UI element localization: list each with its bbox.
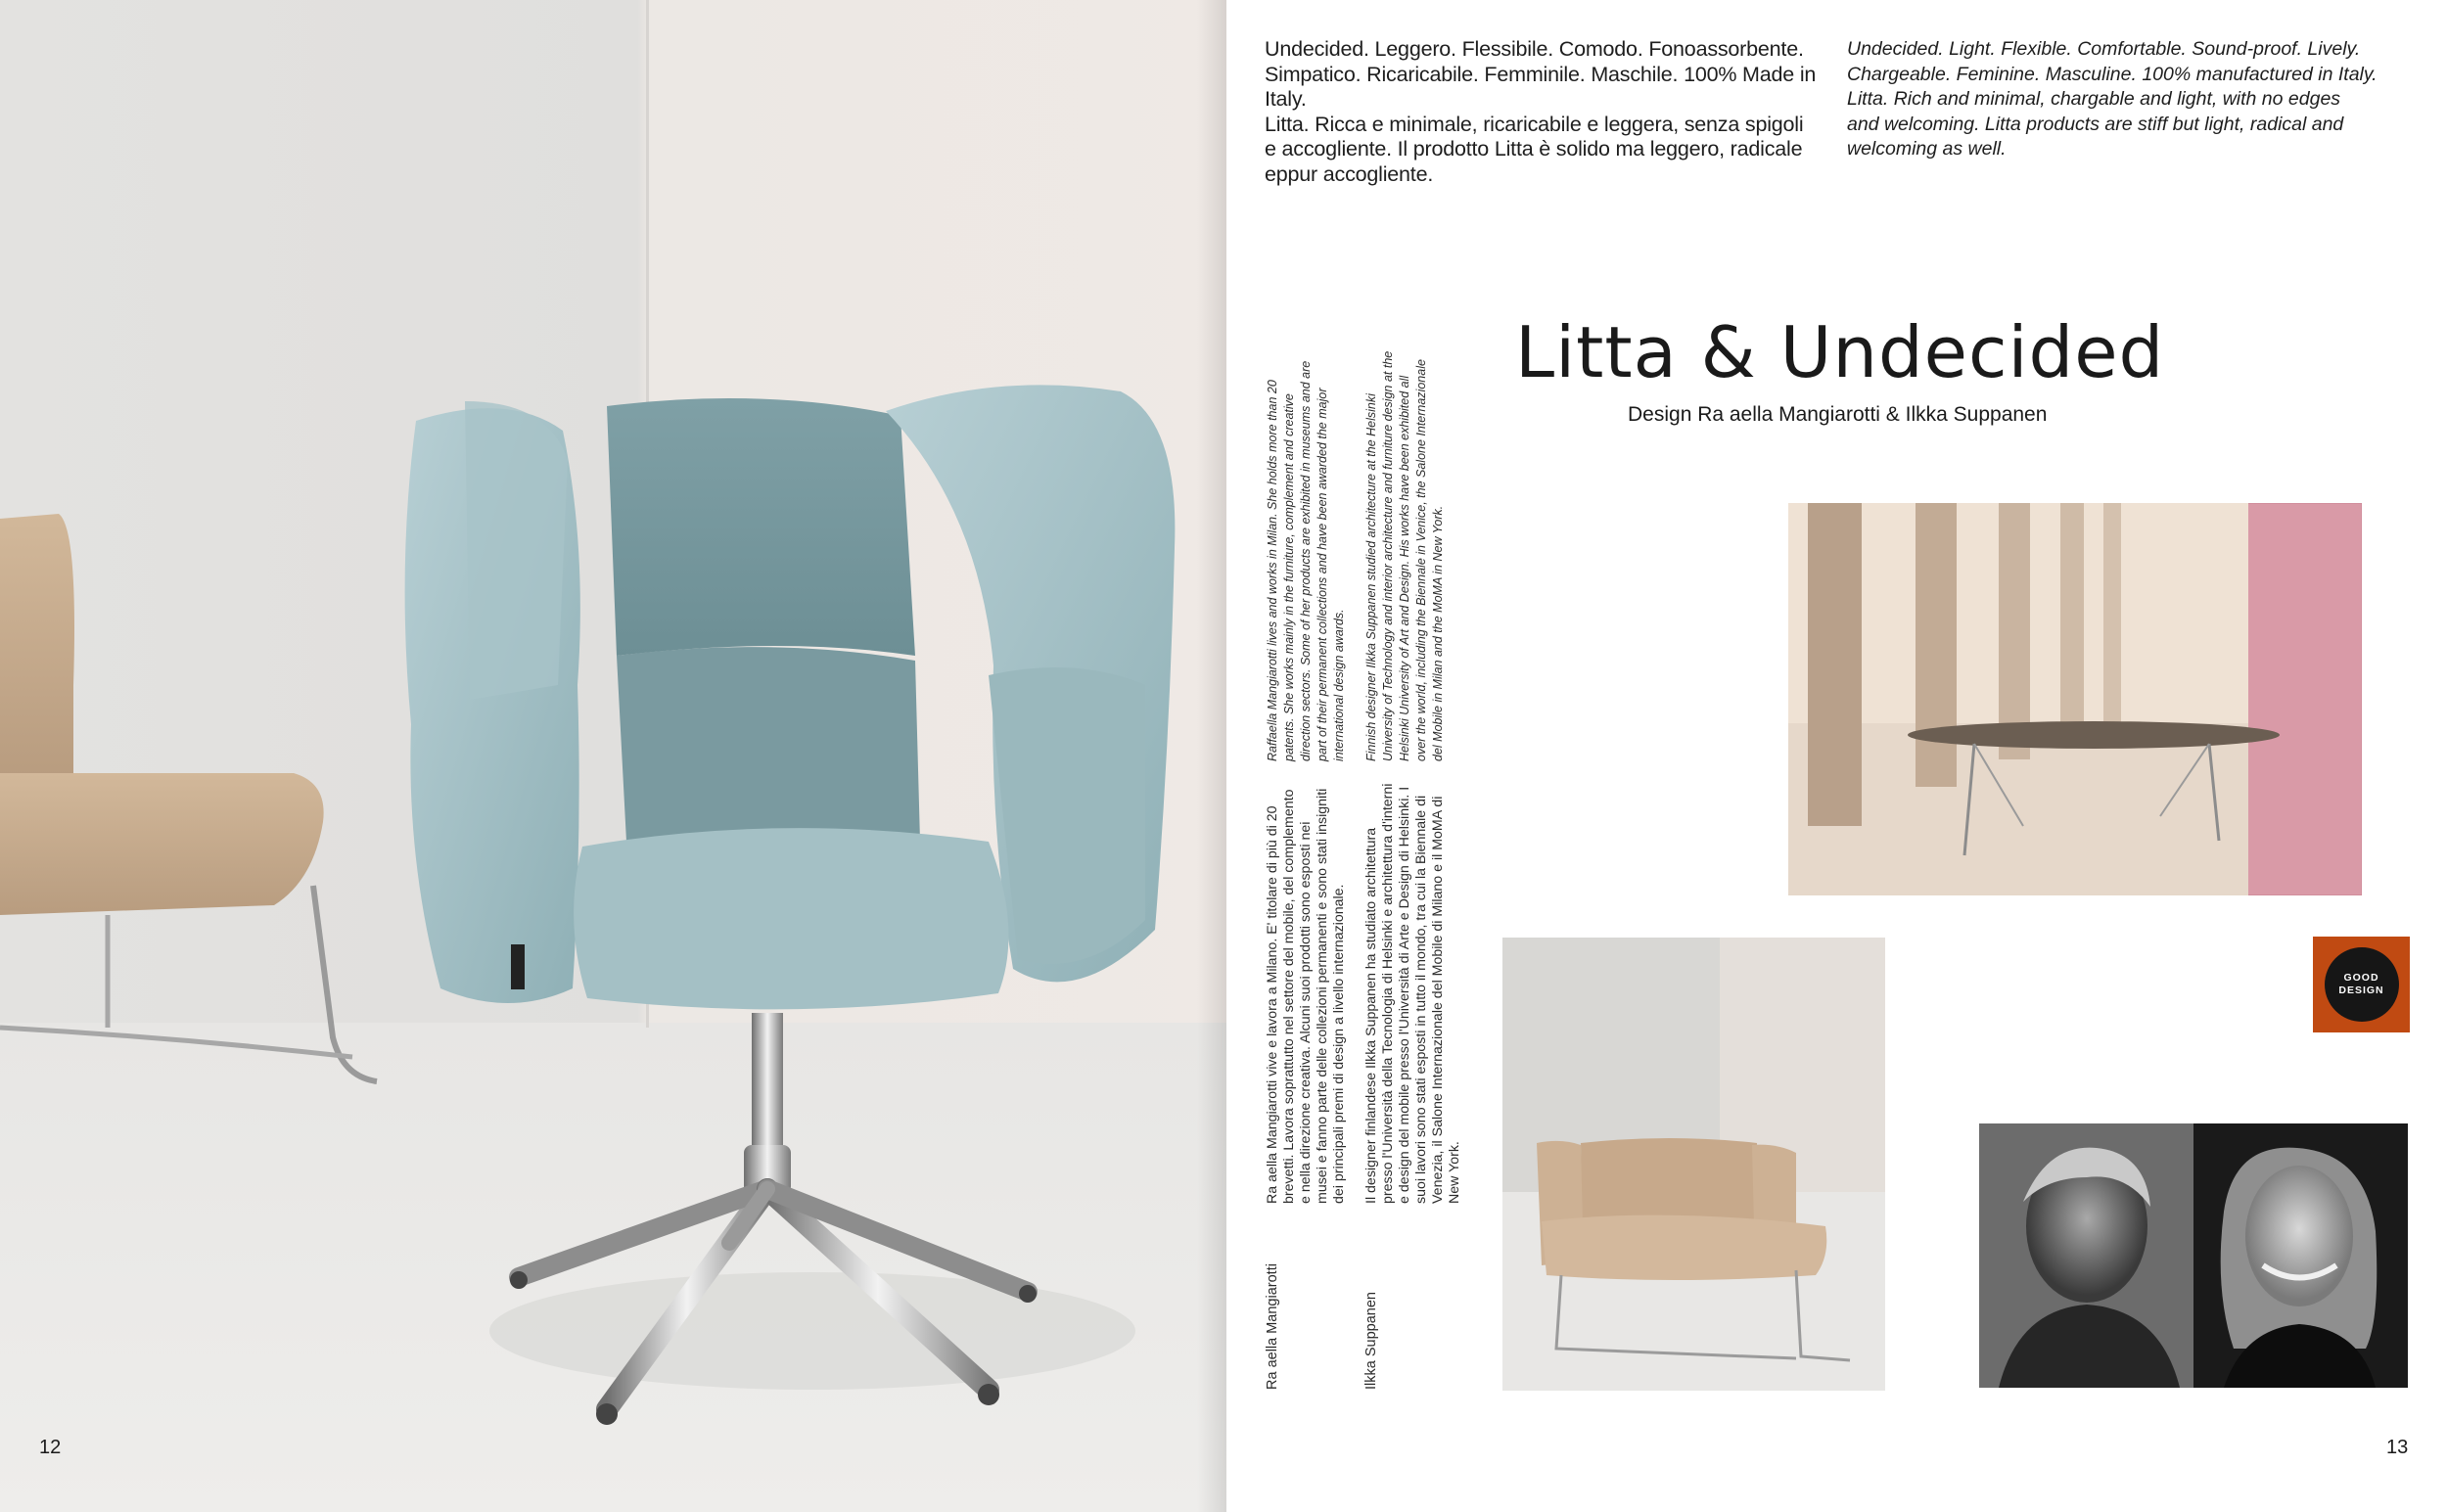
bio-suppanen-english: Finnish designer Ilkka Suppanen studied architecture at the Helsinki University of Technology and interior architecture and furniture design at the Helsinki University of Art and Design. His works have been exhibited all over the world, including the Biennale in Venice, the Salone Internazionale del Mobile in Milan and the MoMA in New York.: [1364, 350, 1445, 761]
colonnade-table-photo: [1788, 503, 2362, 895]
intro-it-line: Undecided. Leggero. Flessibile. Comodo. Fonoassorbente.: [1265, 37, 1804, 61]
page-title: Litta & Undecided: [1515, 311, 2165, 393]
designer-name-mangiarotti: Ra aella Mangiarotti: [1265, 1263, 1280, 1390]
teal-armchair: [405, 385, 1176, 1425]
intro-it-line: eppur accogliente.: [1265, 161, 1434, 186]
intro-en-line: Chargeable. Feminine. Masculine. 100% manufactured in Italy.: [1847, 63, 2378, 85]
intro-en-line: Undecided. Light. Flexible. Comfortable. Sound-proof. Lively.: [1847, 38, 2361, 60]
page-number-right: 13: [2386, 1437, 2409, 1458]
badge-text-design: DESIGN: [2338, 985, 2384, 996]
design-credit: Design Ra aella Mangiarotti & Ilkka Suppanen: [1628, 403, 2048, 426]
intro-en-line: welcoming as well.: [1847, 138, 2007, 160]
intro-it-line: Litta. Ricca e minimale, ricaricabile e leggera, senza spigoli: [1265, 112, 1804, 136]
designers-portrait-photo: [1979, 1123, 2408, 1388]
good-design-seal: [2325, 947, 2399, 1022]
intro-it-line: e accogliente. Il prodotto Litta è solido ma leggero, radicale: [1265, 137, 1803, 160]
intro-en-line: and welcoming. Litta products are stiff but light, radical and: [1847, 113, 2344, 135]
designer-name-suppanen: Ilkka Suppanen: [1363, 1292, 1379, 1390]
bio-mangiarotti-english: Raffaella Mangiarotti lives and works in Milan. She holds more than 20 patents. She works mainly in the furniture, complement and creative direction sectors. Some of her products are exhibited in museums and are part of their permanent collections and have been awarded the major international design awards.: [1266, 360, 1346, 761]
bio-suppanen-italian: Il designer finlandese Ilkka Suppanen ha studiato architettura presso l'Università della Tecnologia di Helsinki e architettura d'interni e design del mobile presso l'Università di Arte e Design di Helsinki. I suoi lavori sono stati esposti in tutto il mondo, tra cui la Biennale di Venezia, il Salone Internazionale del Mobile di Milano e il MoMA di New York.: [1363, 783, 1462, 1204]
page-number-left: 12: [39, 1437, 62, 1458]
bio-mangiarotti-italian: Ra aella Mangiarotti vive e lavora a Milano. E' titolare di più di 20 brevetti. Lavora soprattutto nel settore del mobile, del complemento e nella direzione creativa. Alcuni suoi prodotti sono esposti nei musei e fanno parte delle collezioni permanenti e sono stati insigniti dei principali premi di design a livello internazionale.: [1265, 788, 1347, 1204]
intro-it-line: Simpatico. Ricaricabile. Femminile. Maschile. 100% Made in Italy.: [1265, 62, 1817, 111]
beige-sofa-photo: [1502, 938, 1885, 1391]
intro-italian: [1265, 37, 1842, 187]
beige-sofa-left: [0, 514, 377, 1081]
intro-english: [1847, 37, 2415, 162]
badge-text-good: GOOD: [2343, 972, 2379, 984]
intro-en-line: Litta. Rich and minimal, chargable and light, with no edges: [1847, 88, 2341, 110]
good-design-badge: [2313, 937, 2410, 1032]
